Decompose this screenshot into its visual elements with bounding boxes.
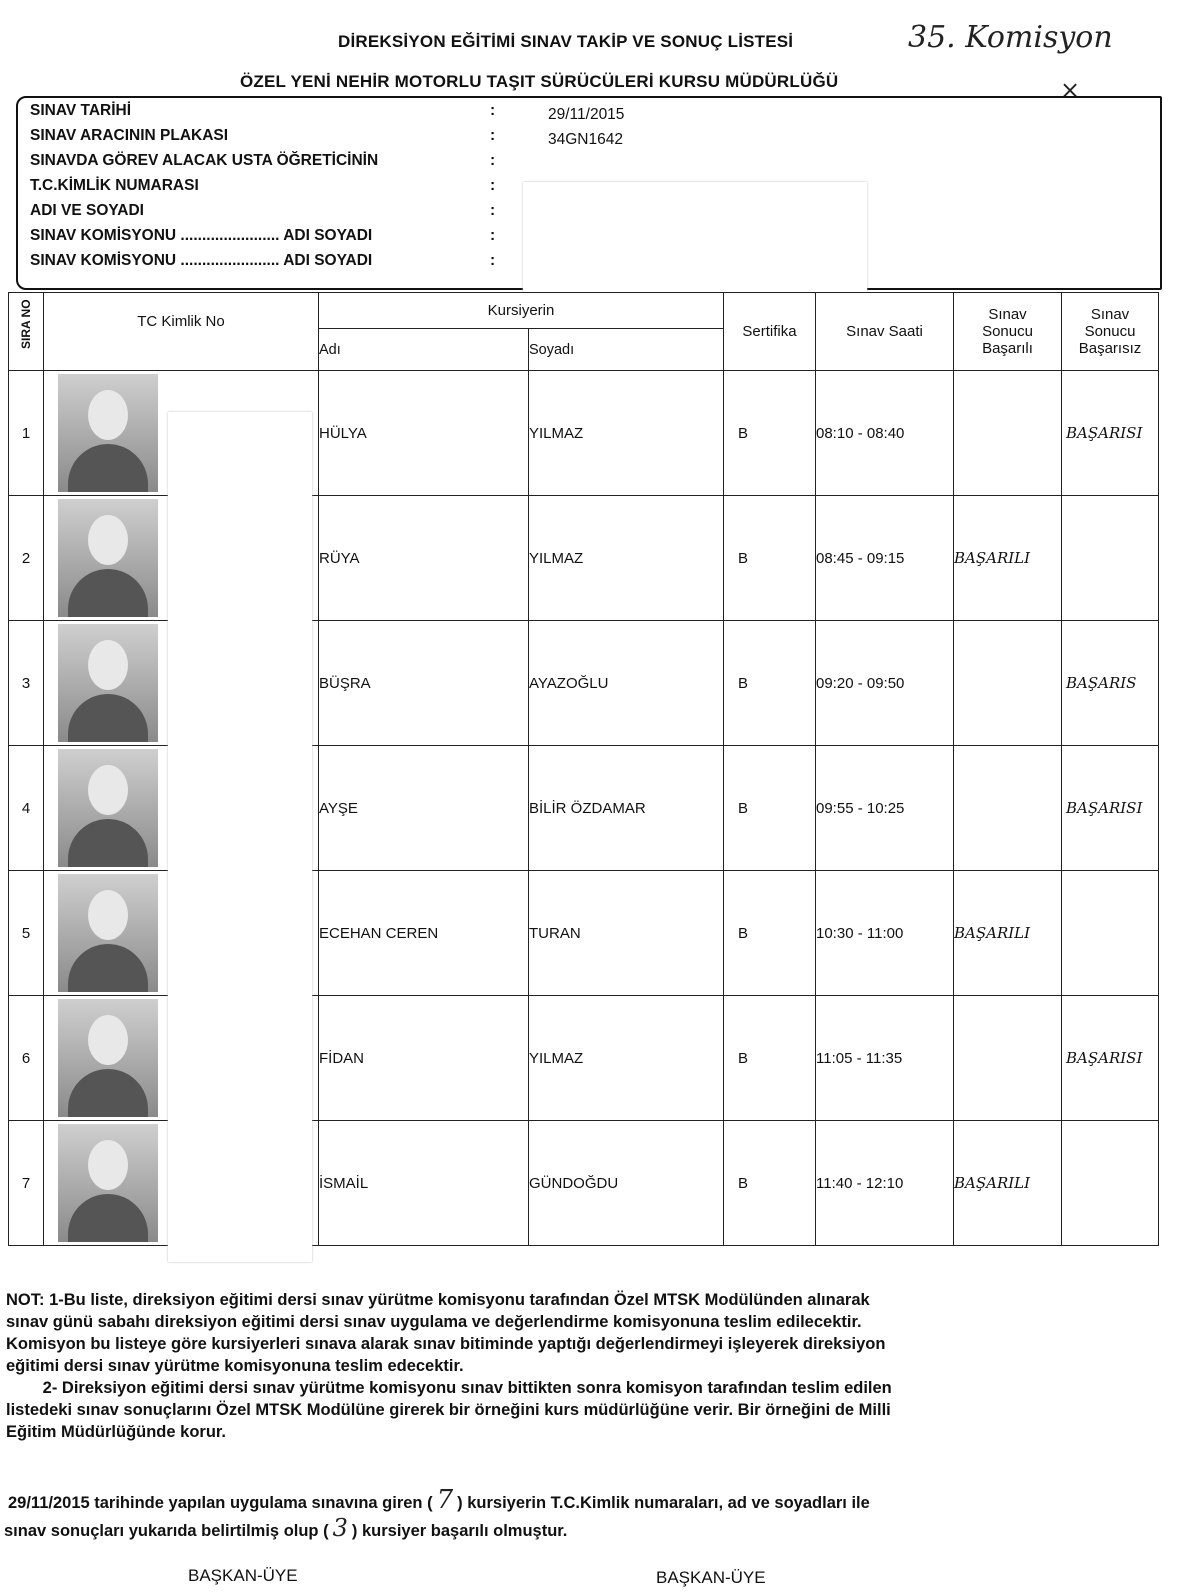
exam-time: 08:45 - 09:15 [816,496,954,621]
row-number: 6 [9,996,44,1121]
result-passed [954,746,1062,871]
certificate-class: B [724,371,816,496]
candidate-last-name: AYAZOĞLU [529,621,724,746]
row-number: 1 [9,371,44,496]
note-line: listedeki sınav sonuçlarını Özel MTSK Modülüne girerek bir örneğini kurs müdürlüğüne verir. Bir örneğini de Milli [6,1401,891,1419]
count-pass: 3 [332,1514,348,1542]
header-sonuc-basarisiz: Sınav Sonucu Başarısız [1062,293,1159,371]
info-label: SINAVDA GÖREV ALACAK USTA ÖĞRETİCİNİN [30,152,379,169]
candidate-first-name: ECEHAN CEREN [319,871,529,996]
note-line: 2- Direksiyon eğitimi dersi sınav yürütme komisyonu sınav bittikten sonra komisyon tarafından teslim edilen [6,1379,892,1397]
candidate-last-name: YILMAZ [529,371,724,496]
exam-time: 11:05 - 11:35 [816,996,954,1121]
candidate-last-name: YILMAZ [529,996,724,1121]
tc-redaction-strip [168,412,312,1262]
result-failed [1062,871,1159,996]
candidate-photo [58,374,158,492]
exam-time: 11:40 - 12:10 [816,1121,954,1246]
info-label: SINAV KOMİSYONU ....................... ADI SOYADI [30,252,373,269]
header-adi: Adı [319,329,529,371]
candidate-first-name: FİDAN [319,996,529,1121]
exam-time: 09:55 - 10:25 [816,746,954,871]
count-total: 7 [436,1485,454,1515]
signature-left-label: BAŞKAN-ÜYE [188,1566,298,1585]
candidate-photo [58,624,158,742]
certificate-class: B [724,496,816,621]
result-failed: BAŞARISI [1062,746,1159,871]
info-colon: : [490,252,496,269]
certificate-class: B [724,746,816,871]
header-sonuc-basarili: Sınav Sonucu Başarılı [954,293,1062,371]
candidate-first-name: RÜYA [319,496,529,621]
header-tc-kimlik: TC Kimlik No [44,293,319,371]
candidate-first-name: AYŞE [319,746,529,871]
note-line: Eğitim Müdürlüğünde korur. [6,1423,226,1441]
info-label: SINAV TARİHİ [30,102,132,119]
note-line: sınav günü sabahı direksiyon eğitimi dersi sınav uygulama ve değerlendirme komisyonuna teslim edilecektir. [6,1313,862,1331]
info-colon: : [490,127,496,144]
exam-time: 09:20 - 09:50 [816,621,954,746]
handwritten-commission-note: 35. Komisyon [908,20,1113,55]
document-subtitle: ÖZEL YENİ NEHİR MOTORLU TAŞIT SÜRÜCÜLERİ KURSU MÜDÜRLÜĞÜ [240,72,839,91]
info-label: ADI VE SOYADI [30,202,144,219]
note-line: eğitimi dersi sınav yürütme komisyonuna teslim edecektir. [6,1357,464,1375]
row-number: 3 [9,621,44,746]
summary-line-1: 29/11/2015 tarihinde yapılan uygulama sınavına giren ( 7 ) kursiyerin T.C.Kimlik numaraları, ad ve soyadları ile [8,1485,870,1515]
candidate-last-name: BİLİR ÖZDAMAR [529,746,724,871]
result-passed [954,996,1062,1121]
row-number: 7 [9,1121,44,1246]
header-sinav-saati: Sınav Saati [816,293,954,371]
result-passed: BAŞARILI [954,496,1062,621]
row-number: 2 [9,496,44,621]
header-soyadi: Soyadı [529,329,724,371]
info-colon: : [490,102,496,119]
candidate-first-name: HÜLYA [319,371,529,496]
certificate-class: B [724,871,816,996]
handwritten-mark: × [1060,76,1081,104]
info-label: SINAV ARACININ PLAKASI [30,127,229,144]
candidate-photo [58,1124,158,1242]
info-colon: : [490,152,496,169]
result-failed [1062,496,1159,621]
signature-right-label: BAŞKAN-ÜYE [656,1568,766,1587]
candidate-last-name: GÜNDOĞDU [529,1121,724,1246]
candidate-photo [58,499,158,617]
candidate-first-name: İSMAİL [319,1121,529,1246]
result-failed [1062,1121,1159,1246]
result-passed: BAŞARILI [954,871,1062,996]
result-failed: BAŞARIS [1062,621,1159,746]
header-sertifika: Sertifika [724,293,816,371]
result-passed [954,371,1062,496]
info-value: 29/11/2015 [548,106,625,123]
info-colon: : [490,177,496,194]
certificate-class: B [724,1121,816,1246]
certificate-class: B [724,621,816,746]
info-label: T.C.KİMLİK NUMARASI [30,177,199,194]
row-number: 5 [9,871,44,996]
summary-line-2: sınav sonuçları yukarıda belirtilmiş olup ( 3 ) kursiyer başarılı olmuştur. [4,1514,568,1542]
header-kursiyerin: Kursiyerin [319,293,724,329]
document-title: DİREKSİYON EĞİTİMİ SINAV TAKİP VE SONUÇ LİSTESİ [338,32,794,51]
note-line: NOT: 1-Bu liste, direksiyon eğitimi dersi sınav yürütme komisyonu tarafından Özel MTSK Modülünden alınarak [6,1291,870,1309]
certificate-class: B [724,996,816,1121]
header-sira-no: SIRA NO [9,293,44,371]
info-colon: : [490,227,496,244]
result-failed: BAŞARISI [1062,371,1159,496]
result-passed [954,621,1062,746]
candidate-photo [58,749,158,867]
row-number: 4 [9,746,44,871]
candidate-last-name: TURAN [529,871,724,996]
candidate-photo [58,999,158,1117]
info-label: SINAV KOMİSYONU ....................... ADI SOYADI [30,227,373,244]
candidate-first-name: BÜŞRA [319,621,529,746]
info-value: 34GN1642 [548,131,623,148]
exam-time: 10:30 - 11:00 [816,871,954,996]
candidate-photo [58,874,158,992]
result-passed: BAŞARILI [954,1121,1062,1246]
candidate-last-name: YILMAZ [529,496,724,621]
result-failed: BAŞARISI [1062,996,1159,1121]
exam-time: 08:10 - 08:40 [816,371,954,496]
redaction-box [523,182,867,292]
note-line: Komisyon bu listeye göre kursiyerleri sınava alarak sınav bitiminde yaptığı değerlendirmeyi işleyerek direksiyon [6,1335,886,1353]
info-colon: : [490,202,496,219]
